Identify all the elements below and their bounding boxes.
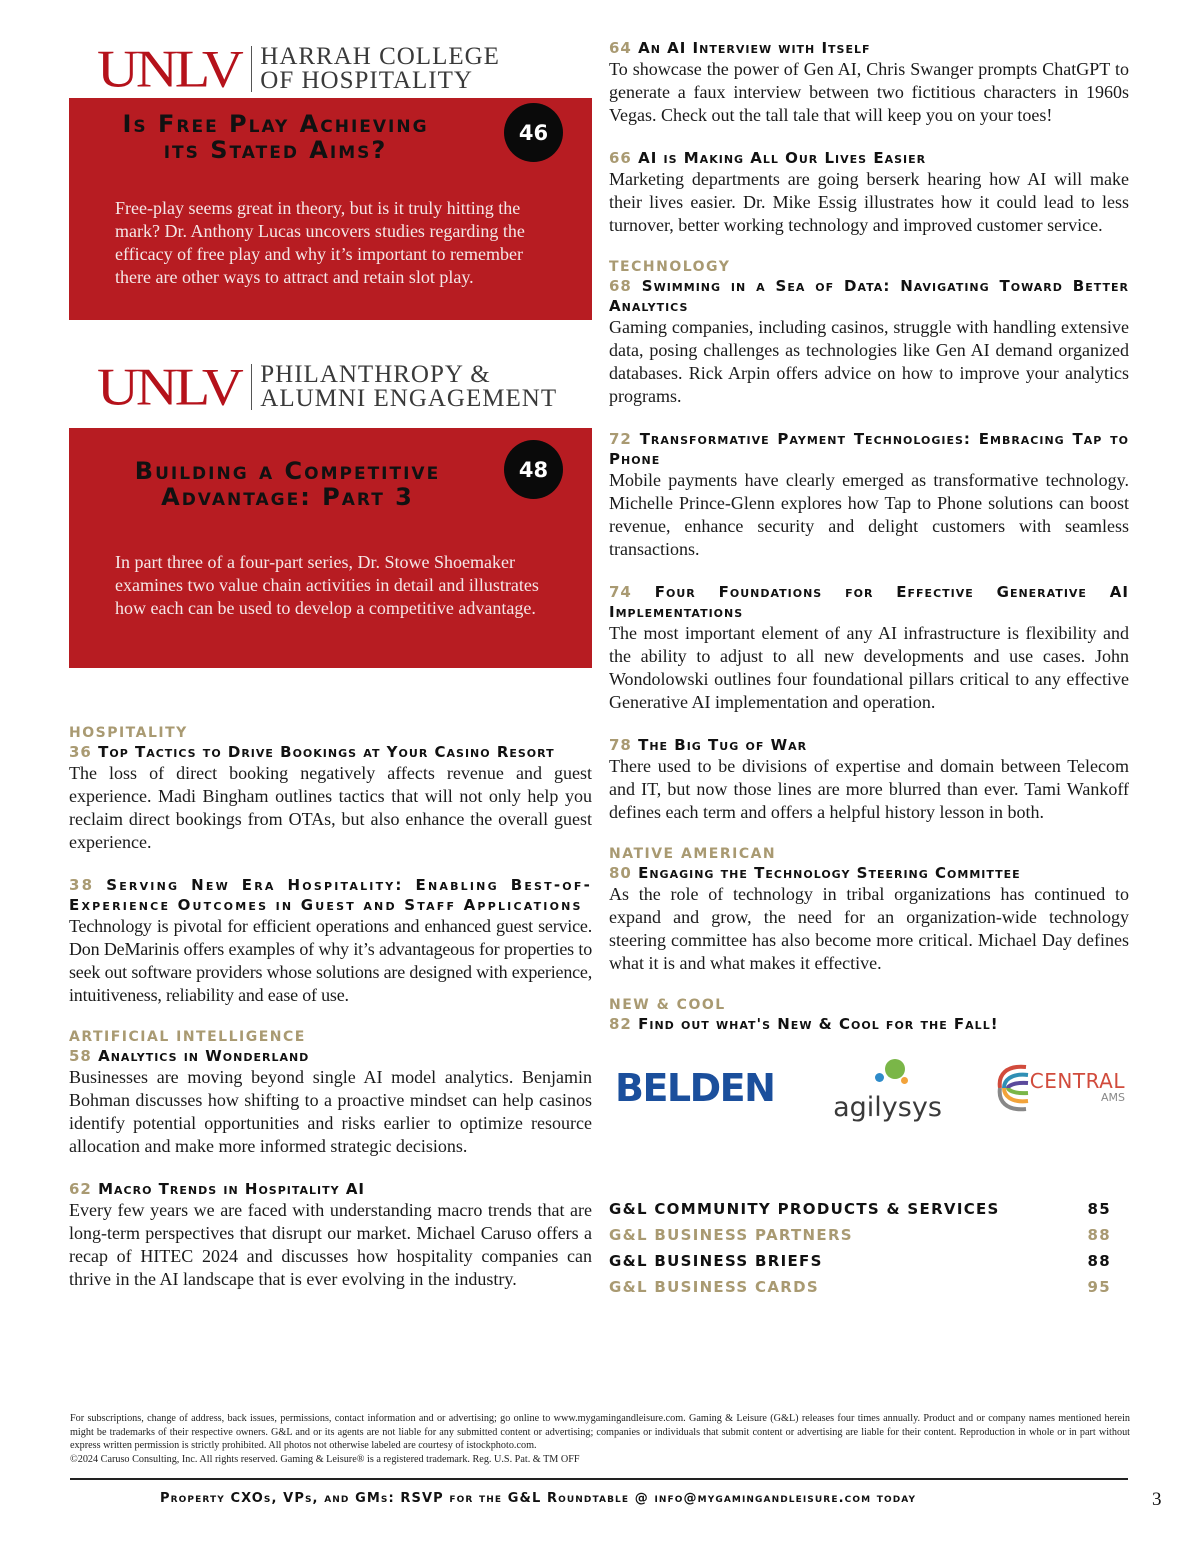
- article-heading: [69, 1046, 592, 1066]
- feature-title-line1: Is Free Play Achieving: [122, 110, 429, 138]
- article-title: AI is Making All Our Lives Easier: [638, 149, 927, 167]
- logo-text-line2: ALUMNI ENGAGEMENT: [260, 385, 558, 412]
- feature-description: In part three of a four-part series, Dr. Stowe Shoemaker examines two value chain activities in detail and illustrates how each can be used to develop a competitive advantage.: [115, 552, 539, 618]
- article-title: Analytics in Wonderland: [98, 1047, 310, 1065]
- agilysys-dot-green: [885, 1059, 905, 1079]
- article-heading: [609, 38, 1129, 58]
- feature-title: [69, 459, 506, 510]
- section-label: ARTIFICIAL INTELLIGENCE: [69, 1029, 306, 1045]
- article-heading: [609, 863, 1129, 883]
- section-ai-continued: [609, 38, 1129, 237]
- feature-title-line2: its Stated Aims?: [163, 135, 388, 164]
- agilysys-logo: [833, 1059, 942, 1123]
- article-item[interactable]: [69, 1046, 592, 1158]
- feature-title-line1: Building a Competitive: [134, 457, 441, 485]
- feature-title: [69, 112, 482, 163]
- feature-box-competitive-advantage[interactable]: [69, 428, 592, 668]
- article-item[interactable]: [69, 875, 592, 1007]
- central-ams-label: AMS: [1101, 1091, 1125, 1105]
- article-title: Find out what's New & Cool for the Fall!: [638, 1015, 999, 1033]
- article-heading: [609, 582, 1129, 622]
- article-body: Technology is pivotal for efficient operations and enhanced guest service. Don DeMarinis offers examples of why it’s advantageous for properties to seek out software providers whose solutions are designed with experience, intuitiveness, reliability and ease of use.: [69, 916, 592, 1005]
- unlv-logo-mark: UNLV: [97, 356, 241, 417]
- article-heading: [609, 276, 1129, 316]
- article-heading[interactable]: [609, 1014, 1129, 1034]
- feature-title-line2: Advantage: Part 3: [161, 482, 414, 511]
- article-item[interactable]: [609, 863, 1129, 975]
- article-item[interactable]: [609, 582, 1129, 714]
- article-body: There used to be divisions of expertise and domain between Telecom and IT, but now those lines are more blurred than ever. Tami Wankoff defines each term and offers a helpful history lesson in both.: [609, 756, 1129, 822]
- listing-label: G&L COMMUNITY PRODUCTS & SERVICES: [609, 1200, 1000, 1218]
- article-title: Top Tactics to Drive Bookings at Your Casino Resort: [98, 743, 555, 761]
- listing-page: 95: [1087, 1278, 1111, 1296]
- logo-text: [260, 360, 558, 412]
- department-listings: [609, 1196, 1129, 1300]
- article-item[interactable]: [69, 742, 592, 854]
- article-body: Marketing departments are going berserk hearing how AI will make their lives easier. Dr. Mike Essig illustrates how it could lead to less turnover, better working technology and improved customer service.: [609, 169, 1129, 235]
- listing-page: 85: [1087, 1200, 1111, 1218]
- listing-label: G&L BUSINESS CARDS: [609, 1278, 819, 1296]
- footer-divider: [70, 1478, 1128, 1480]
- article-body: To showcase the power of Gen AI, Chris Swanger prompts ChatGPT to generate a faux interview between two fictitious characters in 1960s Vegas. Check out the tall tale that will keep you on your toes!: [609, 59, 1129, 125]
- article-page-number: 62: [69, 1180, 92, 1198]
- feature-page-badge: 48: [504, 440, 563, 499]
- section-technology: [609, 258, 1129, 824]
- article-item[interactable]: [609, 276, 1129, 408]
- article-heading: [69, 742, 592, 762]
- article-page-number: 80: [609, 864, 632, 882]
- article-item[interactable]: [609, 38, 1129, 127]
- article-heading: [69, 875, 592, 915]
- article-item[interactable]: [609, 735, 1129, 824]
- article-body: As the role of technology in tribal organizations has continued to expand and grow, the need for an organization-wide technology steering committee has also become more critical. Michael Day defines what it is and what makes it effective.: [609, 884, 1129, 973]
- central-text: [1030, 1071, 1125, 1104]
- logo-divider: [251, 364, 253, 410]
- agilysys-wordmark: agilysys: [833, 1092, 942, 1123]
- article-page-number: 64: [609, 39, 632, 57]
- article-page-number: 82: [609, 1015, 632, 1033]
- listing-page: 88: [1087, 1252, 1111, 1270]
- logo-divider: [251, 46, 253, 92]
- article-heading: [69, 1179, 592, 1199]
- article-item[interactable]: [609, 148, 1129, 237]
- fine-print-text: For subscriptions, change of address, back issues, permissions, contact information and or advertising; go online to www.mygamingandleisure.com. Gaming & Leisure (G&L) releases four times annually. Product and or company names mentioned herein might be trademarks of their respective owners. G&L and or its agents are not liable for any submitted content or advertising; companies or individuals that submit content or advertising are liable for their content. Reproduction in whole or in part without express written permission is strictly prohibited. All photos not otherwise labeled are courtesy of istockphoto.com.: [70, 1413, 1130, 1452]
- article-item[interactable]: [609, 429, 1129, 561]
- article-page-number: 74: [609, 583, 632, 601]
- article-page-number: 38: [69, 876, 95, 894]
- article-title: Swimming in a Sea of Data: Navigating Toward Better Analytics: [609, 277, 1129, 315]
- section-native-american: [609, 845, 1129, 975]
- article-title: Engaging the Technology Steering Committee: [638, 864, 1021, 882]
- article-body: The most important element of any AI infrastructure is flexibility and the ability to adjust to all new developments and use cases. John Wondolowski outlines four foundational pillars critical to any effective Generative AI implementation and operation.: [609, 623, 1129, 712]
- article-title: Serving New Era Hospitality: Enabling Best-of-Experience Outcomes in Guest and Staff Applications: [69, 876, 592, 914]
- article-title: Transformative Payment Technologies: Embracing Tap to Phone: [609, 430, 1129, 468]
- article-heading: [609, 148, 1129, 168]
- logo-text-line2: OF HOSPITALITY: [260, 67, 473, 94]
- feature-description: Free-play seems great in theory, but is it truly hitting the mark? Dr. Anthony Lucas uncovers studies regarding the efficacy of free play and why it’s important to remember there are other ways to attract and retain slot play.: [115, 198, 525, 287]
- article-title: Four Foundations for Effective Generative AI Implementations: [609, 583, 1129, 621]
- unlv-harrah-logo: [97, 40, 592, 98]
- right-column: [609, 38, 1129, 1300]
- article-page-number: 68: [609, 277, 632, 295]
- central-rings-icon: [996, 1061, 1032, 1115]
- unlv-logo-mark: UNLV: [97, 38, 241, 99]
- left-column: [69, 40, 592, 1312]
- article-heading: [609, 429, 1129, 469]
- belden-logo: BELDEN: [615, 1066, 775, 1110]
- article-title: The Big Tug of War: [638, 736, 808, 754]
- listing-community-products[interactable]: [609, 1196, 1129, 1222]
- article-item[interactable]: [69, 1179, 592, 1291]
- agilysys-dot-orange: [901, 1077, 908, 1084]
- unlv-philanthropy-logo: [97, 358, 592, 416]
- article-body: Businesses are moving beyond single AI model analytics. Benjamin Bohman discusses how shifting to a proactive mindset can help casinos identify potential opportunities and risks earlier to optimize resource allocation and make more informed strategic decisions.: [69, 1067, 592, 1156]
- listing-business-cards[interactable]: [609, 1274, 1129, 1300]
- section-new-and-cool: [609, 996, 1129, 1128]
- copyright-text: ©2024 Caruso Consulting, Inc. All rights reserved. Gaming & Leisure® is a registered trademark. Reg. U.S. Pat. & TM OFF: [70, 1453, 580, 1465]
- section-label: TECHNOLOGY: [609, 259, 731, 275]
- article-heading: [609, 735, 1129, 755]
- listing-label: G&L BUSINESS PARTNERS: [609, 1226, 853, 1244]
- section-artificial-intelligence: [69, 1028, 592, 1291]
- article-body: Mobile payments have clearly emerged as transformative technology. Michelle Prince-Glenn explores how Tap to Phone solutions can boost revenue, enhance security and delight customers with seamless transactions.: [609, 470, 1129, 559]
- feature-page-badge: 46: [504, 103, 563, 162]
- footer-rsvp: Property CXOs, VPs, and GMs: RSVP for the G&L Roundtable @ info@mygamingandleisure.com today: [160, 1491, 917, 1506]
- logo-text: [260, 42, 500, 94]
- agilysys-dot-blue: [875, 1073, 884, 1082]
- article-page-number: 72: [609, 430, 632, 448]
- listing-label: G&L BUSINESS BRIEFS: [609, 1252, 823, 1270]
- central-ams-logo: [996, 1061, 1125, 1115]
- article-title: An AI Interview with Itself: [638, 39, 871, 57]
- listing-business-partners[interactable]: [609, 1222, 1129, 1248]
- article-title: Macro Trends in Hospitality AI: [98, 1180, 366, 1198]
- central-wordmark: CENTRAL: [1029, 1069, 1125, 1094]
- section-hospitality: [69, 724, 592, 1007]
- section-label: HOSPITALITY: [69, 725, 188, 741]
- logo-text-line1: HARRAH COLLEGE: [260, 42, 500, 70]
- feature-box-free-play[interactable]: [69, 98, 592, 320]
- section-label: NEW & COOL: [609, 997, 726, 1013]
- logo-text-line1: PHILANTHROPY &: [260, 360, 491, 388]
- article-page-number: 66: [609, 149, 632, 167]
- listing-business-briefs[interactable]: [609, 1248, 1129, 1274]
- article-body: Gaming companies, including casinos, struggle with handling extensive data, posing challenges as technologies like Gen AI demand organized databases. Rick Arpin offers advice on how to improve your analytics programs.: [609, 317, 1129, 406]
- article-page-number: 78: [609, 736, 632, 754]
- article-body: The loss of direct booking negatively affects revenue and guest experience. Madi Bingham outlines tactics that will not only help you reclaim direct bookings from OTAs, but also enhance the overall guest experience.: [69, 763, 592, 852]
- section-label: NATIVE AMERICAN: [609, 846, 777, 862]
- article-page-number: 36: [69, 743, 92, 761]
- page-number: 3: [1152, 1489, 1162, 1510]
- brand-logos: [609, 1048, 1129, 1128]
- article-body: Every few years we are faced with understanding macro trends that are long-term perspectives that disrupt our market. Michael Caruso offers a recap of HITEC 2024 and discusses how hospitality companies can thrive in the AI landscape that is ever evolving in the industry.: [69, 1200, 592, 1289]
- article-page-number: 58: [69, 1047, 92, 1065]
- fine-print: [70, 1412, 1130, 1466]
- listing-page: 88: [1087, 1226, 1111, 1244]
